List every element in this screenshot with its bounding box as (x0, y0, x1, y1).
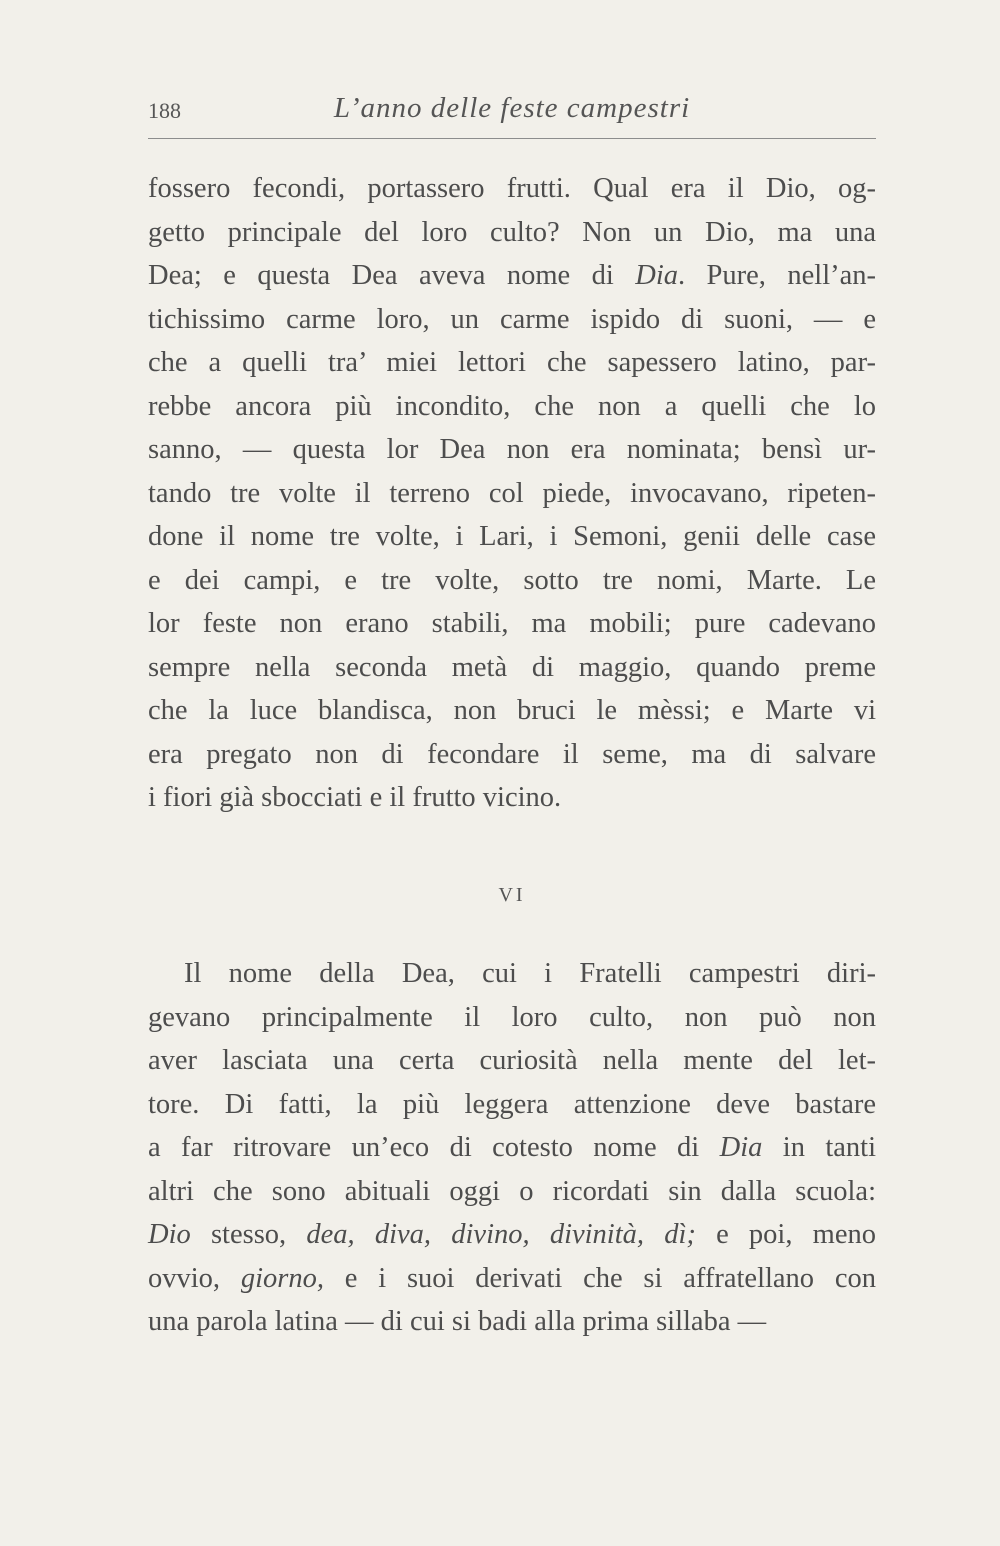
page-header (148, 92, 876, 139)
text-segment: a far ritrovare un’eco di cotesto nome di (148, 1132, 720, 1163)
text-line (148, 1126, 876, 1170)
text-line: che la luce blandisca, non bruci le mèssi; e Marte vi (148, 695, 876, 726)
italic-term: Dio (148, 1219, 191, 1250)
text-line: aver lasciata una certa curiosità nella mente del let- (148, 1045, 876, 1076)
text-segment: ovvio, (148, 1262, 241, 1294)
text-line: tichissimo carme loro, un carme ispido di suoni, — e (148, 303, 876, 335)
text-line: rebbe ancora più incondito, che non a quelli che lo (148, 390, 876, 422)
text-line: era pregato non di fecondare il seme, ma di salvare (148, 738, 876, 770)
text-segment: e poi, meno (695, 1219, 876, 1250)
page-number: 188 (148, 98, 181, 123)
text-line: sempre nella seconda metà di maggio, quando preme (148, 651, 876, 683)
italic-term: dea, diva, divino, divinità, dì; (306, 1219, 696, 1250)
text-line (148, 1213, 876, 1257)
paragraph-2 (148, 952, 876, 1344)
text-line: fossero fecondi, portassero frutti. Qual era il Dio, og- (148, 173, 876, 204)
text-line: tando tre volte il terreno col piede, invocavano, ripeten- (148, 477, 876, 509)
section-number: VI (498, 884, 526, 906)
text-line: una parola latina — di cui si badi alla prima sillaba — (148, 1306, 767, 1337)
text-segment: in tanti (762, 1132, 877, 1163)
text-line: i fiori già sbocciati e il frutto vicino. (148, 782, 562, 813)
text-line: lor feste non erano stabili, ma mobili; pure cadevano (148, 608, 876, 639)
text-segment: e i suoi derivati che si affratellano con (323, 1262, 876, 1294)
paragraph-1 (148, 167, 876, 820)
text-line: che a quelli tra’ miei lettori che sapessero latino, par- (148, 347, 876, 378)
text-line: Il nome della Dea, cui i Fratelli campestri diri- (184, 958, 876, 989)
text-line: getto principale del loro culto? Non un Dio, ma una (148, 216, 876, 248)
text-line: gevano principalmente il loro culto, non può non (148, 1001, 876, 1033)
text-segment: . Pure, nell’an- (677, 260, 876, 291)
text-line: tore. Di fatti, la più leggera attenzione deve bastare (148, 1088, 876, 1120)
text-line (148, 1257, 876, 1301)
text-line: sanno, — questa lor Dea non era nominata; bensì ur- (148, 434, 876, 465)
text-line: done il nome tre volte, i Lari, i Semoni, genii delle case (148, 521, 876, 552)
italic-term: Dia (635, 260, 678, 291)
text-segment: Dea; e questa Dea aveva nome di (148, 260, 636, 291)
text-line (148, 254, 876, 298)
text-line: altri che sono abituali oggi o ricordati sin dalla scuola: (148, 1175, 876, 1207)
running-title: L’anno delle feste campestri (333, 92, 691, 124)
italic-term: Dia (719, 1132, 763, 1163)
text-segment: stesso, (190, 1219, 307, 1250)
text-line: e dei campi, e tre volte, sotto tre nomi, Marte. Le (148, 564, 876, 596)
italic-term: giorno, (240, 1262, 324, 1294)
